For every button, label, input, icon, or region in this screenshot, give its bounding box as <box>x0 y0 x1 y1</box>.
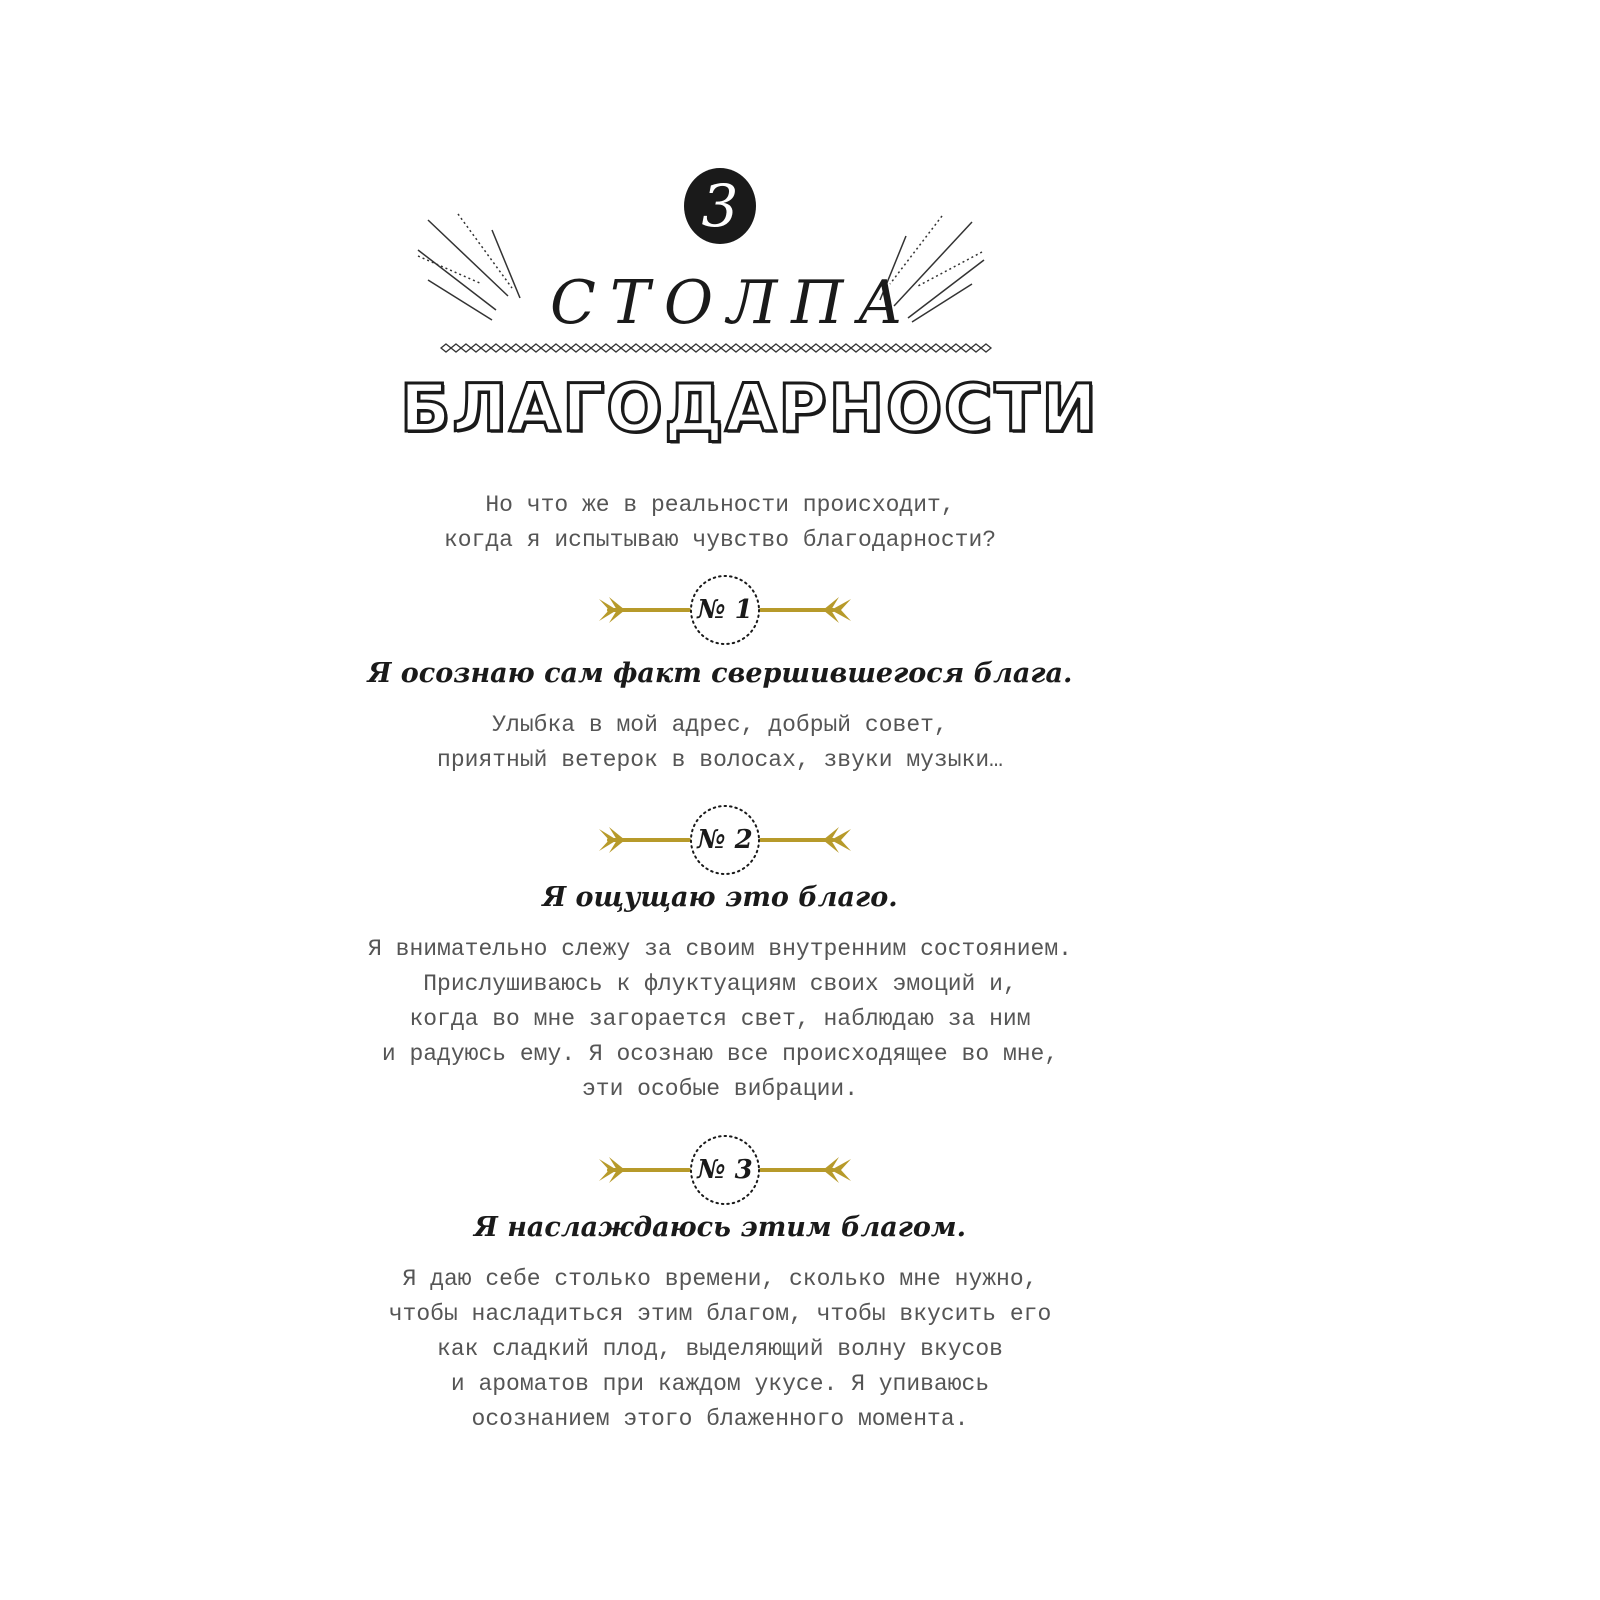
section-divider-1 <box>595 575 855 645</box>
section-heading-1: Я осознаю сам факт свершившегося блага. <box>367 658 1073 689</box>
diamond-border-icon <box>441 344 991 352</box>
section-heading-2: Я ощущаю это благо. <box>542 882 898 913</box>
section-label: № 1 <box>697 595 753 625</box>
section-body-2: Я внимательно слежу за своим внутренним состоянием. Прислушиваюсь к флуктуациям своих эмоций и, когда во мне загорается свет, наблюдаю за ним и радуюсь ему. Я осознаю все происходящее во мне, эти особые вибрации. <box>368 936 1072 1102</box>
title-block <box>400 160 1099 460</box>
intro-text: Но что же в реальности происходит, когда я испытываю чувство благодарности? <box>443 492 997 553</box>
section-body-1: Улыбка в мой адрес, добрый совет, приятный ветерок в волосах, звуки музыки… <box>437 712 1003 773</box>
section-label: № 2 <box>697 825 753 855</box>
section-divider-2 <box>595 805 855 875</box>
section-label: № 3 <box>697 1155 753 1185</box>
pillar-number: 3 <box>701 172 739 240</box>
section-divider-3 <box>595 1135 855 1205</box>
section-heading-3: Я наслаждаюсь этим благом. <box>474 1212 966 1243</box>
section-body-3: Я даю себе столько времени, сколько мне нужно, чтобы насладиться этим благом, чтобы вкусить его как сладкий плод, выделяющий волну вкусов и ароматов при каждом укусе. Я упиваюсь осознанием этого блаженного момента. <box>388 1266 1052 1432</box>
main-title: БЛАГОДАРНОСТИ <box>400 370 1099 447</box>
left-rays-icon <box>418 214 520 320</box>
script-title: СТОЛПА <box>550 268 917 338</box>
